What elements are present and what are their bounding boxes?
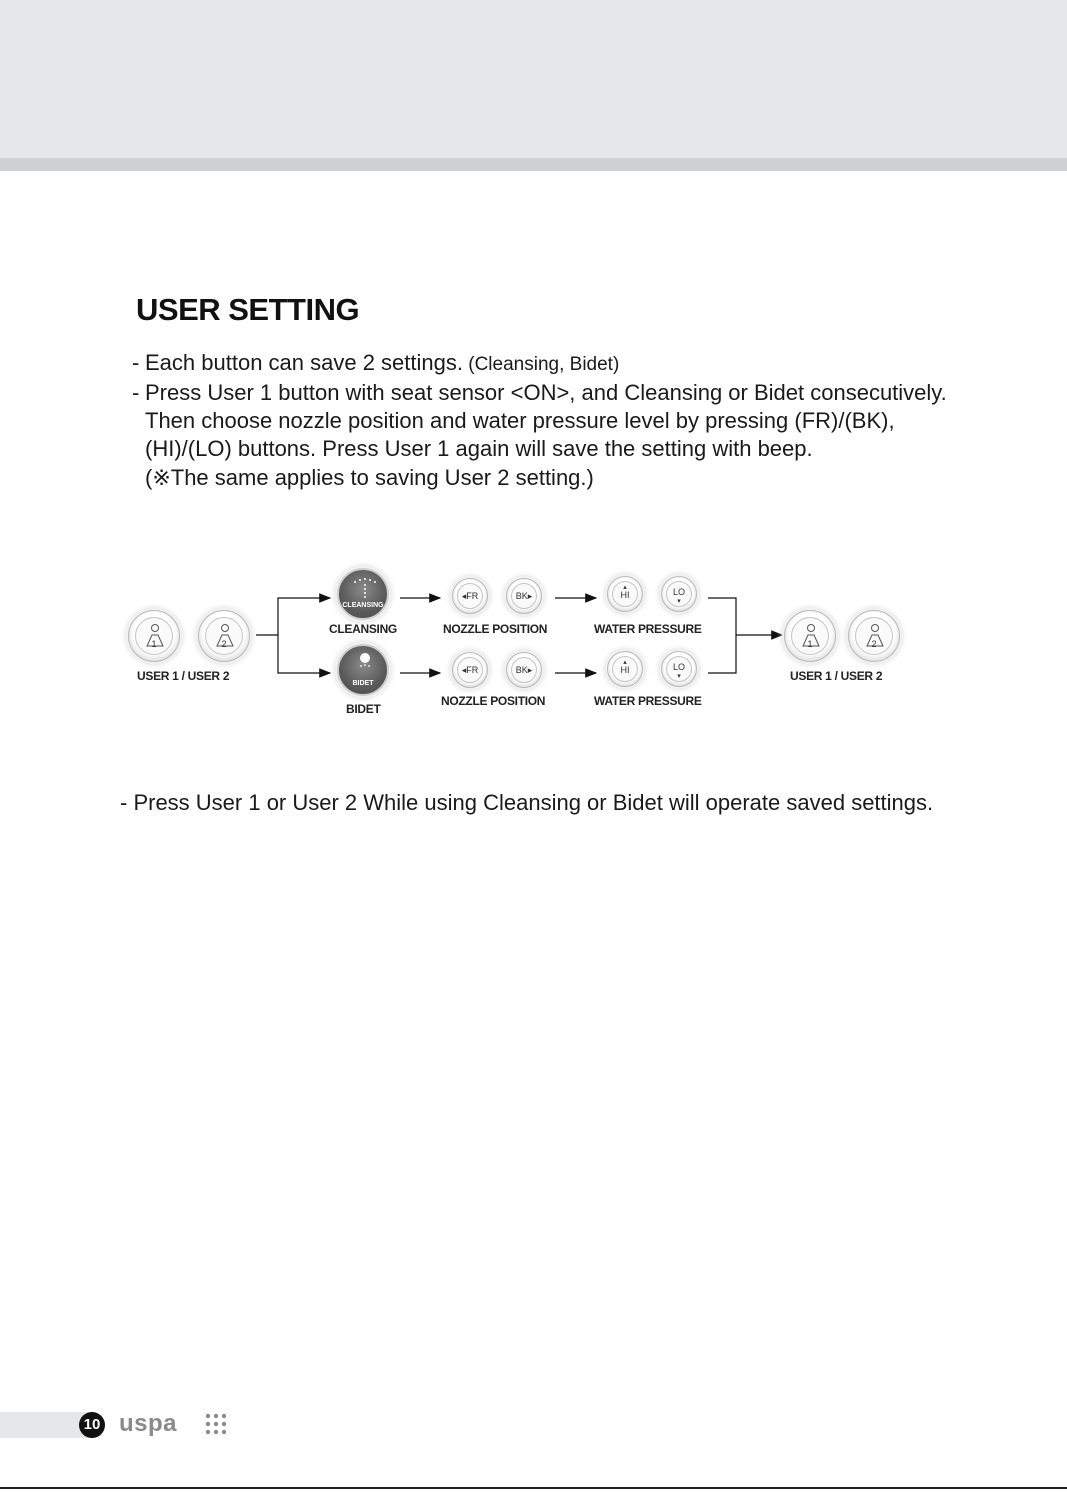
user-number: 2 (221, 639, 227, 649)
header-band (0, 0, 1067, 158)
bullet-text: Each button can save 2 settings. (145, 350, 463, 375)
bullet-line-5 (132, 465, 594, 491)
bullet-text: (HI)/(LO) buttons. Press User 1 again will save the setting with beep. (145, 436, 813, 461)
lo-button[interactable] (661, 651, 697, 687)
user-setting-flow-diagram (0, 560, 1067, 730)
bk-label: BK▸ (515, 591, 533, 601)
bullet-dash: - (132, 350, 140, 375)
down-arrow-icon: ▾ (677, 598, 681, 605)
cleansing-button[interactable] (337, 568, 389, 620)
user2-button[interactable] (848, 610, 900, 662)
bk-label: BK▸ (515, 665, 533, 675)
bullet-text: Then choose nozzle position and water pressure level by pressing (FR)/(BK), (145, 408, 895, 433)
user-icon (849, 611, 901, 663)
section-title: USER SETTING (136, 292, 360, 327)
nozzle-position-label: NOZZLE POSITION (443, 622, 548, 636)
brand-logo: uspa (119, 1410, 178, 1437)
hi-label: HI (620, 590, 630, 600)
lo-label: LO (672, 662, 685, 672)
user-label-right: USER 1 / USER 2 (790, 669, 883, 683)
bidet-button-text: BIDET (352, 680, 374, 687)
bk-button[interactable] (506, 652, 542, 688)
cleansing-button-text: CLEANSING (342, 602, 384, 609)
bidet-button[interactable] (337, 644, 389, 696)
fr-label: ◂FR (461, 665, 479, 675)
lo-button[interactable] (661, 576, 697, 612)
up-arrow-icon: ▴ (623, 584, 627, 591)
bullet-subtext: (Cleansing, Bidet) (462, 354, 620, 375)
user-number: 1 (151, 639, 157, 649)
user-number: 1 (807, 639, 813, 649)
bullet-line-3 (132, 408, 895, 434)
hi-label: HI (620, 665, 630, 675)
bullet-line-1 (132, 350, 619, 376)
user-label-left: USER 1 / USER 2 (137, 669, 230, 683)
bullet-text: Press User 1 button with seat sensor <ON>, and Cleansing or Bidet consecutively. (145, 380, 947, 405)
user-icon (199, 611, 251, 663)
bottom-rule (0, 1487, 1067, 1489)
user-number: 2 (871, 639, 877, 649)
bidet-icon (339, 646, 391, 698)
bk-button[interactable] (506, 578, 542, 614)
page-number: 10 (79, 1412, 105, 1438)
hi-button[interactable] (607, 576, 643, 612)
bidet-label: BIDET (346, 702, 381, 716)
lo-label: LO (672, 587, 685, 597)
header-divider (0, 158, 1067, 171)
down-arrow-icon: ▾ (677, 673, 681, 680)
water-pressure-label: WATER PRESSURE (594, 622, 702, 636)
bullet-line-2 (132, 380, 947, 406)
user1-button[interactable] (784, 610, 836, 662)
user2-button[interactable] (198, 610, 250, 662)
water-pressure-label: WATER PRESSURE (594, 694, 702, 708)
cleansing-label: CLEANSING (329, 622, 397, 636)
spray-icon (339, 570, 391, 622)
fr-label: ◂FR (461, 591, 479, 601)
up-arrow-icon: ▴ (623, 659, 627, 666)
fr-button[interactable] (452, 652, 488, 688)
hi-button[interactable] (607, 651, 643, 687)
user1-button[interactable] (128, 610, 180, 662)
nozzle-position-label: NOZZLE POSITION (441, 694, 546, 708)
bullet-line-4 (132, 436, 813, 462)
bullet-dash: - (132, 380, 140, 405)
user-icon (129, 611, 181, 663)
user-icon (785, 611, 837, 663)
logo-dots-icon (204, 1413, 232, 1435)
footer-note: - Press User 1 or User 2 While using Cleansing or Bidet will operate saved settings. (120, 790, 934, 815)
fr-button[interactable] (452, 578, 488, 614)
bullet-text: (※The same applies to saving User 2 setting.) (145, 465, 594, 490)
